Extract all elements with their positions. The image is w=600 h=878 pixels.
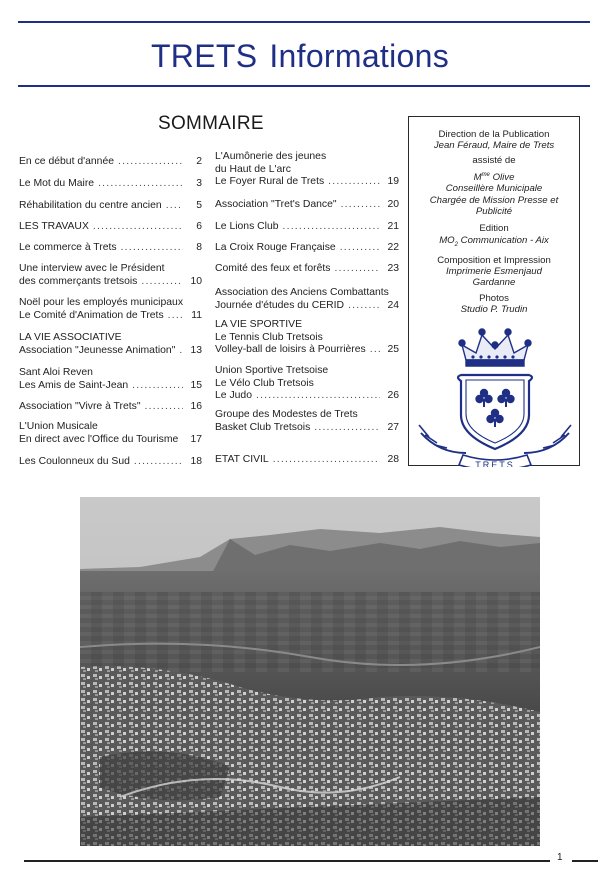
toc-entry [215, 287, 399, 312]
photos-label: Photos [479, 292, 509, 304]
toc-leader-dots [335, 263, 380, 276]
toc-entry-page: 5 [196, 200, 202, 211]
page-title [0, 38, 600, 75]
toc-entry [215, 263, 399, 276]
toc-leader-dots [340, 242, 380, 255]
toc-entry-page: 27 [387, 421, 399, 433]
toc-entry [215, 319, 399, 357]
toc-leader-dots [141, 276, 183, 289]
toc-entry-title: Association "Vivre à Trets" [19, 401, 141, 412]
toc-leader-dots [145, 401, 183, 414]
toc-entry-page: 18 [190, 456, 202, 467]
toc-entry-title: Le Mot du Maire [19, 178, 95, 189]
toc-entry [19, 367, 202, 392]
toc-leader-dots [132, 380, 183, 393]
edition-label: Edition [479, 223, 509, 235]
toc-entry [215, 199, 399, 212]
toc-entry-line: Sant Aloi Reven [19, 367, 93, 378]
toc-leader-dots [370, 344, 380, 357]
direction-name: Jean Féraud, Maire de Trets [433, 140, 555, 152]
printer-name: Imprimerie Esmenjaud [446, 266, 542, 278]
composition-label: Composition et Impression [437, 254, 551, 266]
toc-entry [19, 263, 202, 288]
toc-entry [19, 456, 202, 469]
toc-entry-line: L'Aumônerie des jeunes [215, 151, 327, 162]
toc-entry-page: 23 [387, 263, 399, 274]
edition-name: $MO_2$ Communication - Aix [439, 234, 549, 248]
toc-entry-title: La Croix Rouge Française [215, 242, 336, 253]
toc-leader-dots [314, 422, 380, 435]
toc-entry-page: 13 [190, 344, 202, 356]
toc-entry-line: LA VIE SPORTIVE [215, 319, 303, 330]
toc-entry [19, 156, 202, 169]
toc-entry-page: 2 [196, 156, 202, 167]
toc-entry [19, 421, 202, 446]
toc-entry [19, 401, 202, 414]
toc-entry-title: Basket Club Tretsois [215, 421, 311, 433]
toc-leader-dots [341, 199, 380, 212]
toc-entry-title: Association "Jeunesse Animation" [19, 344, 176, 356]
toc-entry-title: Comité des feux et forêts [215, 263, 331, 274]
toc-entry-title: Le Foyer Rural de Trets [215, 176, 325, 187]
title-part1: TRETS [150, 38, 258, 74]
trets-crest-icon [411, 317, 579, 467]
assistant-role-2: Chargée de Mission Presse et [429, 194, 559, 206]
toc-entry-line: Association des Anciens Combattants [215, 287, 389, 298]
assisted-label: assisté de [472, 154, 516, 166]
toc-entry-page: 20 [387, 199, 399, 210]
toc-entry-page: 17 [190, 433, 202, 445]
page-number: 1 [557, 852, 563, 863]
toc-entry [215, 454, 399, 467]
toc-entry [215, 242, 399, 255]
toc-entry-page: 15 [190, 379, 202, 391]
toc-entry-page: 16 [190, 401, 202, 412]
toc-entry-title: LES TRAVAUX [19, 221, 89, 232]
crest-ribbon-text: TRETS [475, 460, 515, 467]
toc-entry-page: 26 [387, 390, 399, 401]
toc-entry-title: des commerçants tretsois [19, 275, 138, 287]
toc-entry [215, 221, 399, 234]
toc-entry-title: Association "Tret's Dance" [215, 199, 337, 210]
photos-name: Studio P. Trudin [460, 303, 528, 315]
toc-leader-dots [98, 178, 183, 191]
toc-entry [215, 151, 399, 189]
toc-entry-line: LA VIE ASSOCIATIVE [19, 332, 122, 343]
toc-entry-page: 8 [196, 242, 202, 253]
toc-leader-dots [179, 345, 183, 358]
toc-entry-title: ETAT CIVIL [215, 454, 269, 465]
toc-leader-dots [121, 242, 183, 255]
toc-entry-page: 24 [387, 299, 399, 311]
toc-leader-dots [182, 434, 183, 447]
toc-entry [19, 297, 202, 322]
toc-leader-dots [134, 456, 183, 469]
header-top-rule [18, 21, 590, 23]
toc-entry-title: Le Comité d'Animation de Trets [19, 309, 164, 321]
toc-entry-title: Les Amis de Saint-Jean [19, 379, 129, 391]
toc-leader-dots [166, 200, 183, 213]
toc-entry [19, 200, 202, 213]
toc-entry-page: 10 [190, 275, 202, 287]
direction-label: Direction de la Publication [438, 129, 550, 140]
toc-entry-title: Le commerce à Trets [19, 242, 117, 253]
toc-entry-title: Journée d'études du CERID [215, 299, 345, 311]
toc-entry-title: Volley-ball de loisirs à Pourrières [215, 344, 366, 355]
toc-entry-title: Le Judo [215, 390, 252, 401]
toc-entry [19, 242, 202, 255]
toc-entry [19, 178, 202, 191]
title-part2: Informations [269, 38, 450, 74]
header-bottom-rule [18, 85, 590, 87]
toc-entry-page: 6 [196, 221, 202, 232]
assistant-role-3: Publicité [475, 205, 513, 217]
printer-city: Gardanne [472, 277, 516, 289]
toc-leader-dots [273, 454, 380, 467]
toc-entry-page: 22 [387, 242, 399, 253]
toc-entry-line: Noël pour les employés municipaux [19, 297, 184, 308]
toc-entry-line: du Haut de L'arc [215, 163, 291, 175]
toc-entry-line: Le Tennis Club Tretsois [215, 331, 323, 343]
toc-entry [215, 409, 399, 434]
toc-leader-dots [348, 300, 380, 313]
toc-leader-dots [283, 221, 380, 234]
sommaire-heading: SOMMAIRE [158, 113, 264, 134]
toc-entry-title: Réhabilitation du centre ancien [19, 200, 162, 211]
footer-rule-right [572, 860, 598, 862]
toc-entry-page: 25 [387, 344, 399, 355]
toc-entry [19, 332, 202, 357]
toc-entry [19, 221, 202, 234]
toc-entry-page: 11 [191, 309, 202, 321]
toc-leader-dots [93, 221, 183, 234]
toc-entry-line: L'Union Musicale [19, 421, 98, 432]
toc-leader-dots [118, 156, 183, 169]
assistant-name: $M^{me}$ Olive [473, 171, 515, 184]
toc-entry-line: Une interview avec le Président [19, 263, 165, 274]
toc-leader-dots [256, 390, 380, 403]
toc-entry-page: 21 [387, 221, 399, 232]
toc-leader-dots [168, 310, 183, 323]
aerial-photo-of-trets [80, 497, 540, 846]
toc-entry-line: Le Vélo Club Tretsois [215, 377, 314, 389]
toc-leader-dots [328, 176, 380, 189]
toc-entry-page: 19 [387, 176, 399, 187]
toc-entry-line: Union Sportive Tretsoise [215, 365, 329, 376]
toc-entry-title: En ce début d'année [19, 156, 115, 167]
assistant-role-1: Conseillère Municipale [445, 183, 543, 195]
footer-rule [24, 860, 550, 862]
toc-entry [215, 365, 399, 403]
toc-entry-title: Le Lions Club [215, 221, 279, 232]
toc-entry-title: En direct avec l'Office du Tourisme [19, 433, 179, 445]
toc-entry-page: 3 [196, 178, 202, 189]
toc-entry-title: Les Coulonneux du Sud [19, 456, 130, 467]
toc-entry-page: 28 [387, 454, 399, 465]
toc-entry-line: Groupe des Modestes de Trets [215, 409, 358, 420]
credits-box [408, 116, 580, 466]
